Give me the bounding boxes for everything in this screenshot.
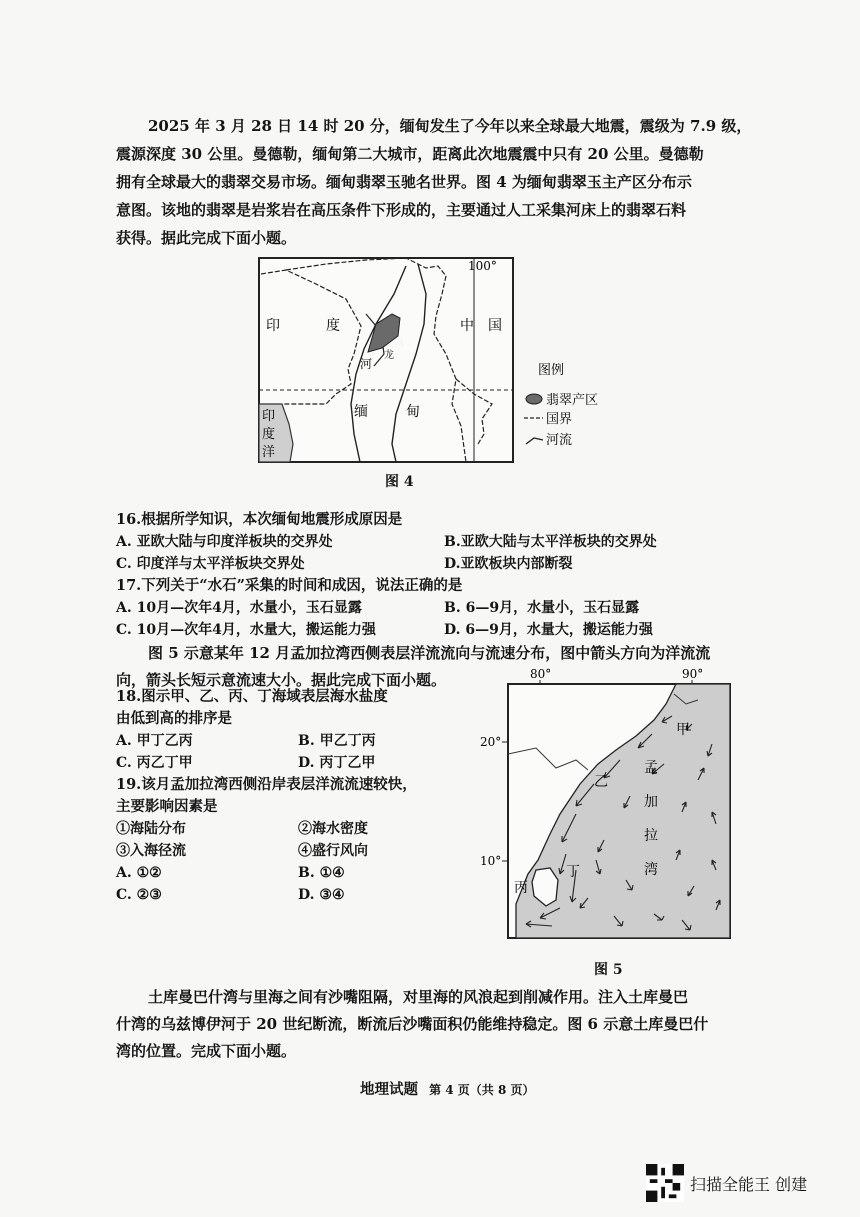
page-footer: [360, 1078, 534, 1099]
intro-1-line-5: 获得。据此完成下面小题。: [116, 229, 297, 247]
intro-3-line-3: 湾的位置。完成下面小题。: [116, 1042, 297, 1060]
bay-label-3: 拉: [644, 828, 658, 844]
ocean-label-3: 洋: [262, 445, 276, 460]
q16-stem: 16.根据所学知识，本次缅甸地震形成原因是: [116, 511, 403, 528]
q16-option-b: B.亚欧大陆与太平洋板块的交界处: [444, 534, 657, 550]
intro-1-line-1: 2025 年 3 月 28 日 14 时 20 分，缅甸发生了今年以来全球最大地震，震级为 7.9 级，: [148, 117, 752, 135]
q16-option-c: C. 印度洋与太平洋板块交界处: [116, 556, 305, 572]
intro-1-line-4: 意图。该地的翡翠是岩浆岩在高压条件下形成的，主要通过人工采集河床上的翡翠石料: [116, 201, 687, 219]
footer-page: 第 4 页（共 8 页）: [429, 1083, 535, 1097]
legend-jade-label: 翡翠产区: [546, 393, 599, 408]
q19-factor-2: ②海水密度: [298, 821, 368, 837]
q18-option-c: C. 丙乙丁甲: [116, 755, 193, 771]
q17-stem: 17.下列关于“水石”采集的时间和成因，说法正确的是: [116, 577, 463, 594]
bay-label-4: 湾: [644, 862, 658, 878]
india-label-1: 印: [266, 318, 280, 334]
legend-border-label: 国界: [546, 412, 573, 427]
label-yi: 乙: [594, 774, 608, 790]
q19-factor-1: ①海陆分布: [116, 821, 186, 837]
intro-2-line-1: 图 5 示意某年 12 月孟加拉湾西侧表层洋流流向与流速分布，图中箭头方向为洋流流: [148, 644, 711, 662]
footer-subject: 地理试题: [360, 1081, 418, 1098]
q19-option-a: A. ①②: [116, 865, 162, 881]
q17-option-c: C. 10月—次年4月，水量大，搬运能力强: [116, 622, 376, 638]
lat-10-label: 10°: [480, 854, 502, 868]
figure-4-caption: 图 4: [385, 474, 414, 490]
india-label-2: 度: [326, 318, 340, 334]
q19-option-b: B. ①④: [298, 865, 345, 881]
legend-jade-swatch: [526, 394, 542, 404]
bay-label-1: 孟: [644, 760, 658, 776]
intro-paragraph-1: [116, 112, 756, 252]
q19-factor-3: ③入海径流: [116, 843, 186, 859]
label-jia: 甲: [676, 722, 690, 738]
figure-5-caption: 图 5: [594, 962, 623, 978]
q19-option-c: C. ②③: [116, 887, 162, 903]
bay-label-2: 加: [644, 794, 658, 810]
lon-90-label: 90°: [682, 667, 704, 681]
label-bing: 丙: [514, 880, 528, 896]
legend-river-label: 河流: [546, 433, 573, 448]
q18-option-b: B. 甲乙丁丙: [298, 733, 376, 749]
q17-option-b: B. 6—9月，水量小，玉石显露: [444, 600, 640, 616]
river-label: 河: [360, 357, 373, 371]
q18-stem-line-1: 18.图示甲、乙、丙、丁海域表层海水盐度: [116, 688, 388, 705]
lat-20-label: 20°: [480, 735, 502, 749]
myanmar-label-2: 甸: [406, 404, 420, 420]
q19-stem-line-1: 19.该月孟加拉湾西侧沿岸表层洋流流速较快，: [116, 776, 417, 793]
intro-1-line-2: 震源深度 30 公里。曼德勒，缅甸第二大城市，距离此次地震震中只有 20 公里。曼德勒: [116, 145, 704, 163]
label-ding: 丁: [566, 864, 580, 880]
legend-river-swatch: [526, 438, 543, 444]
intro-paragraph-3: [116, 984, 756, 1065]
q19-stem-line-2: 主要影响因素是: [116, 798, 218, 815]
legend-title: 图例: [538, 363, 565, 378]
q18-stem-line-2: 由低到高的排序是: [116, 710, 232, 727]
q17-option-d: D. 6—9月，水量大，搬运能力强: [444, 622, 653, 638]
q16-option-a: A. 亚欧大陆与印度洋板块的交界处: [116, 534, 333, 550]
jade-label-2: 龙: [384, 350, 394, 361]
q17-option-a: A. 10月—次年4月，水量小，玉石显露: [116, 600, 362, 616]
intro-1-line-3: 拥有全球最大的翡翠交易市场。缅甸翡翠玉驰名世界。图 4 为缅甸翡翠玉主产区分布示: [116, 173, 692, 191]
intro-3-line-2: 什湾的乌兹博伊河于 20 世纪断流，断流后沙嘴面积仍能维持稳定。图 6 示意土库曼巴什: [116, 1015, 709, 1033]
jade-label-1: 乌: [394, 338, 404, 349]
q18-option-d: D. 丙丁乙甲: [298, 755, 376, 771]
scanner-brand-text: 扫描全能王 创建: [690, 1175, 808, 1194]
ocean-label-2: 度: [262, 427, 276, 442]
figure-5-map: [476, 664, 738, 946]
intro-3-line-1: 土库曼巴什湾与里海之间有沙嘴阻隔，对里海的风浪起到削减作用。注入土库曼巴: [148, 988, 689, 1006]
qr-code-icon: [646, 1164, 684, 1202]
china-label-1: 中: [460, 318, 474, 334]
lon-100-label: 100°: [468, 259, 497, 273]
q18-option-a: A. 甲丁乙丙: [116, 733, 193, 749]
q19-option-d: D. ③④: [298, 887, 345, 903]
q16-option-d: D.亚欧板块内部断裂: [444, 556, 573, 572]
figure-4-map: [256, 254, 616, 466]
q19-factor-4: ④盛行风向: [298, 843, 368, 859]
ocean-label-1: 印: [262, 409, 276, 424]
myanmar-label-1: 缅: [354, 404, 368, 420]
lon-80-label: 80°: [530, 667, 552, 681]
china-label-2: 国: [488, 318, 502, 334]
intro-2-line-2: 向，箭头长短示意流速大小。据此完成下面小题。: [116, 671, 447, 689]
